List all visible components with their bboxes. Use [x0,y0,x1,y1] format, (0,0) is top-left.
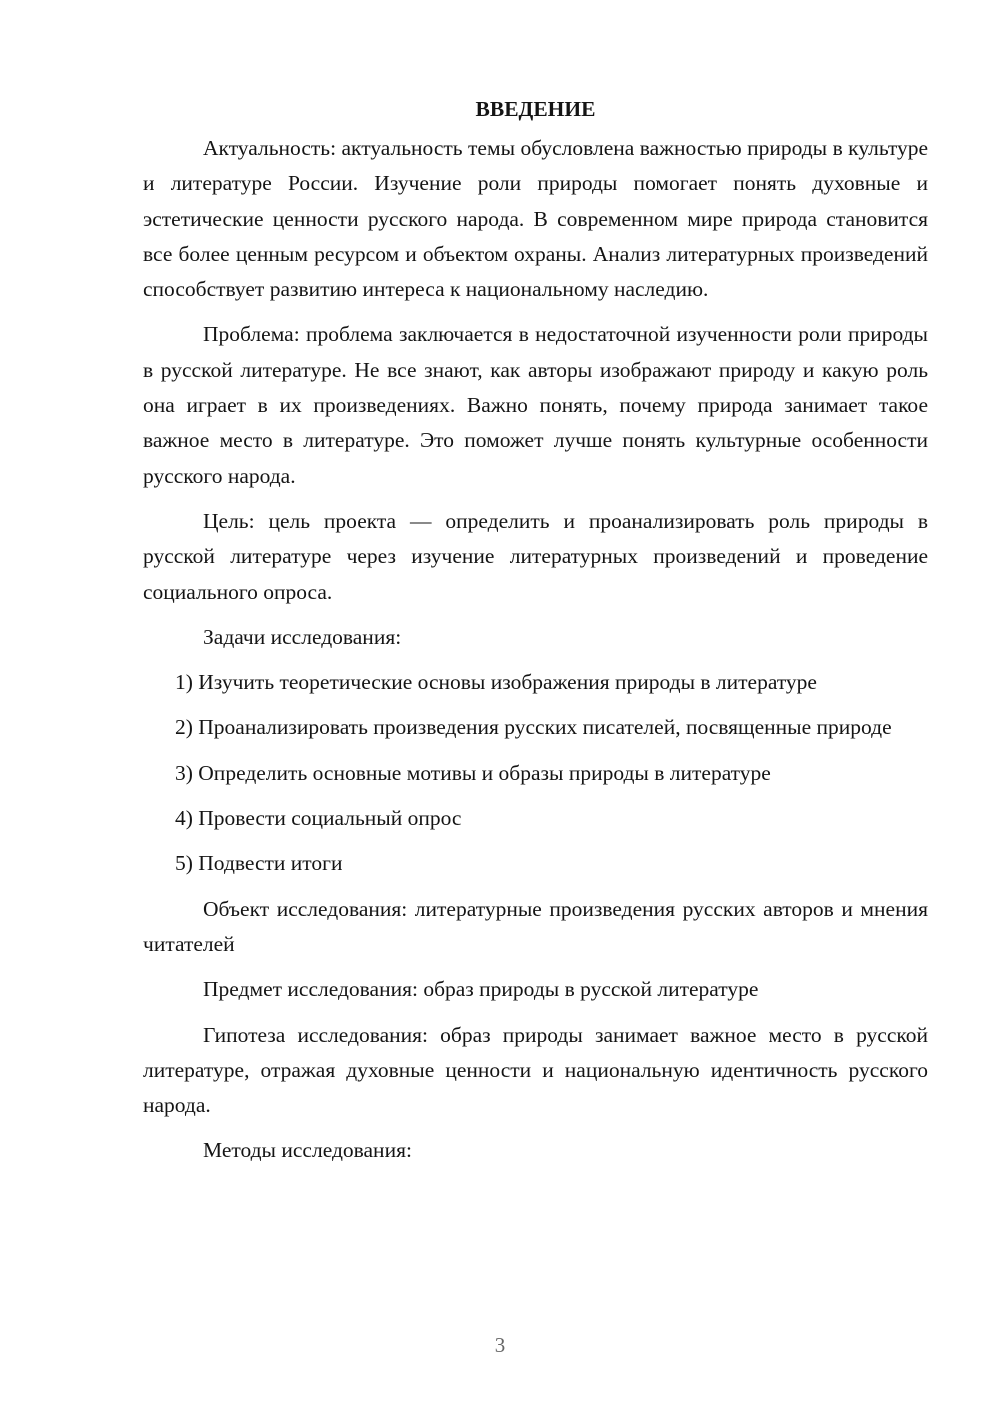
task-item: 1) Изучить теоретические основы изображения природы в литературе [175,670,817,695]
subject-paragraph: Предмет исследования: образ природы в русской литературе [203,977,759,1002]
task-item: 4) Провести социальный опрос [175,806,462,831]
problem-paragraph: Проблема: проблема заключается в недостаточной изученности роли природы в русской литературе. Не все знают, как авторы изображают природу и какую роль она играет в их произведениях. Важно понять, почему природа занимает такое важное место в литературе. Это поможет лучше понять культурные особенности русского народа. [143,322,928,488]
hypothesis-paragraph: Гипотеза исследования: образ природы занимает важное место в русской литературе, отражая духовные ценности и национальную идентичность русского народа. [143,1022,928,1118]
task-item: 3) Определить основные мотивы и образы природы в литературе [175,760,771,785]
page-number: 3 [494,1333,506,1357]
task-item: 5) Подвести итоги [175,851,343,876]
methods-heading: Методы исследования: [203,1138,412,1163]
object-paragraph: Объект исследования: литературные произведения русских авторов и мнения читателей [143,896,928,956]
section-title: ВВЕДЕНИЕ [475,97,596,121]
goal-paragraph: Цель: цель проекта — определить и проанализировать роль природы в русской литературе через изучение литературных произведений и проведение социального опроса. [143,508,928,604]
task-item: 2) Проанализировать произведения русских писателей, посвященные природе [175,715,892,740]
relevance-paragraph: Актуальность: актуальность темы обусловлена важностью природы в культуре и литературе России. Изучение роли природы помогает понять духовные и эстетические ценности русского народа. В современном мире природа становится все более ценным ресурсом и объектом охраны. Анализ литературных произведений способствует развитию интереса к национальному наследию. [143,136,928,302]
page-content [143,95,928,1179]
tasks-heading: Задачи исследования: [203,624,402,649]
